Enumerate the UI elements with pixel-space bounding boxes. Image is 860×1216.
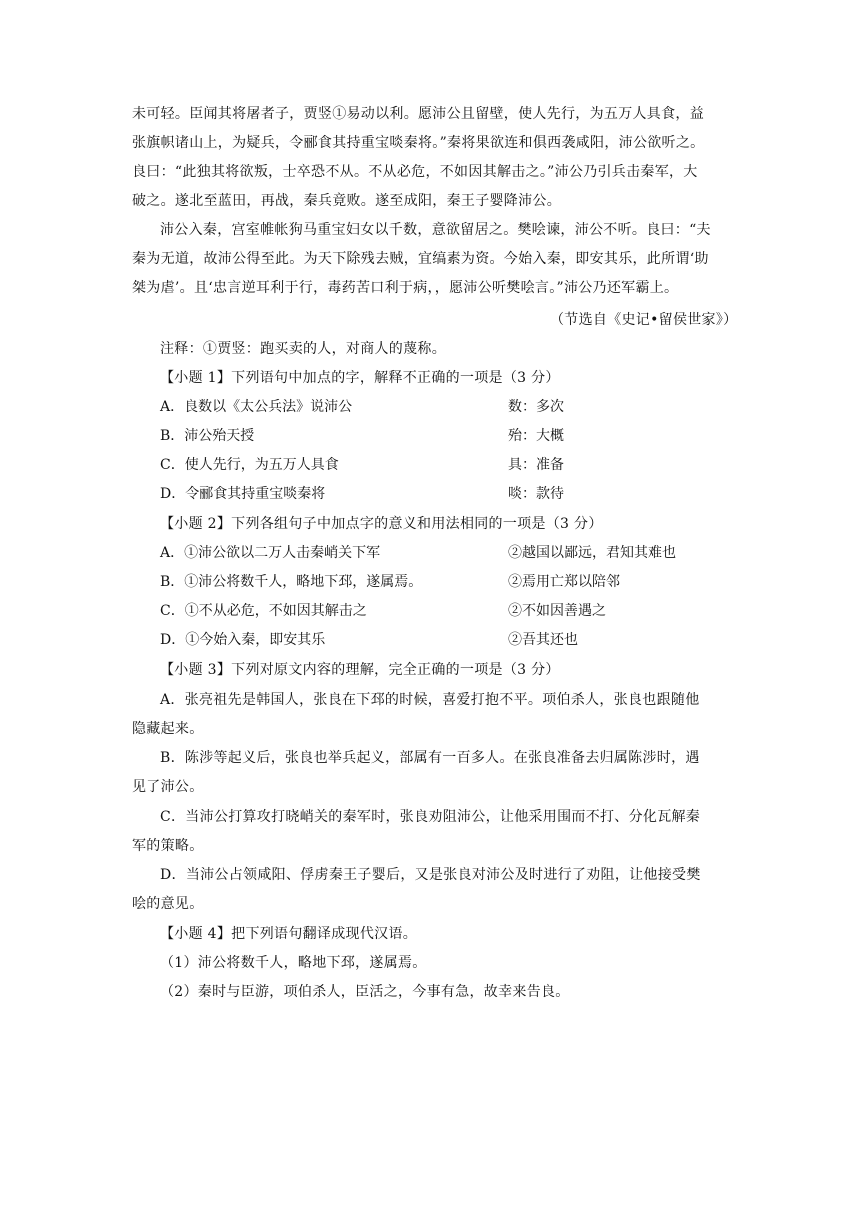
q3-option-c-cont: 军的策略。 [132, 838, 204, 854]
question-4-stem: 【小题 4】把下列语句翻译成现代汉语。 [160, 926, 418, 942]
question-1-stem: 【小题 1】下列语句中加点的字，解释不正确的一项是（3 分） [160, 370, 560, 386]
q1-option-b: B．沛公殆天授 [160, 428, 255, 444]
source-citation: （节选自《史记•留侯世家》） [550, 312, 738, 328]
q1-option-a: A．良数以《太公兵法》说沛公 [160, 399, 353, 415]
passage-line: 沛公入秦，宫室帷帐狗马重宝妇女以千数，意欲留居之。樊哙谏，沛公不听。良曰：“夫 [160, 222, 711, 238]
q1-option-d-gloss: 啖：款待 [508, 486, 564, 502]
question-2-stem: 【小题 2】下列各组句子中加点字的意义和用法相同的一项是（3 分） [160, 516, 603, 532]
passage-line: 桀为虐’。且‘忠言逆耳利于行，毒药苦口利于病，，愿沛公听樊哙言。”沛公乃还军霸上。 [132, 280, 679, 296]
q2-option-a-second: ②越国以鄙远，君知其难也 [508, 545, 676, 561]
q3-option-b: B．陈涉等起义后，张良也举兵起义，部属有一百多人。在张良准备去归属陈涉时，遇 [160, 750, 700, 766]
q3-option-a-cont: 隐藏起来。 [132, 721, 204, 737]
passage-line: 秦为无道，故沛公得至此。为天下除残去贼，宜缟素为资。今始入秦，即安其乐，此所谓‘助 [132, 251, 709, 267]
q2-option-c-first: C．①不从必危，不如因其解击之 [160, 603, 367, 619]
q2-option-d-first: D．①今始入秦，即安其乐 [160, 632, 326, 648]
q1-option-a-gloss: 数：多次 [508, 399, 564, 415]
q3-option-a: A．张亮祖先是韩国人，张良在下邳的时候，喜爱打抱不平。项伯杀人，张良也跟随他 [160, 692, 700, 708]
annotation-note: 注释：①贾竖：跑买卖的人，对商人的蔑称。 [160, 341, 446, 357]
passage-line: 张旗帜诸山上，为疑兵，令郦食其持重宝啖秦将。”秦将果欲连和俱西袭咸阳，沛公欲听之。 [132, 135, 705, 151]
passage-line: 未可轻。臣闻其将屠者子，贾竖①易动以利。愿沛公且留壁，使人先行，为五万人具食，益 [132, 106, 704, 122]
q2-option-b-first: B．①沛公将数千人，略地下邳，遂属焉。 [160, 574, 423, 590]
q4-item-1: （1）沛公将数千人，略地下邳，遂属焉。 [160, 955, 427, 971]
q2-option-b-second: ②焉用亡郑以陪邻 [508, 574, 620, 590]
q2-option-a-first: A．①沛公欲以二万人击秦峭关下军 [160, 545, 381, 561]
q1-option-c: C．使人先行，为五万人具食 [160, 457, 339, 473]
passage-line: 破之。遂北至蓝田，再战，秦兵竟败。遂至成阳，秦王子婴降沛公。 [132, 193, 561, 209]
q1-option-c-gloss: 具：准备 [508, 457, 564, 473]
q3-option-d: D．当沛公占领咸阳、俘虏秦王子婴后，又是张良对沛公及时进行了劝阻，让他接受樊 [160, 867, 701, 883]
q2-option-c-second: ②不如因善遇之 [508, 603, 606, 619]
q3-option-d-cont: 哙的意见。 [132, 896, 204, 912]
q3-option-b-cont: 见了沛公。 [132, 779, 204, 795]
q4-item-2: （2）秦时与臣游，项伯杀人，臣活之，今事有急，故幸来告良。 [160, 984, 570, 1000]
passage-line: 良曰：“此独其将欲叛，士卒恐不从。不从必危，不如因其解击之。”沛公乃引兵击秦军，大 [132, 164, 698, 180]
q3-option-c: C．当沛公打算攻打晓峭关的秦军时，张良劝阻沛公，让他采用围而不打、分化瓦解秦 [160, 809, 701, 825]
q1-option-d: D．令郦食其持重宝啖秦将 [160, 486, 326, 502]
question-3-stem: 【小题 3】下列对原文内容的理解，完全正确的一项是（3 分） [160, 662, 560, 678]
q1-option-b-gloss: 殆：大概 [508, 428, 564, 444]
q2-option-d-second: ②吾其还也 [508, 632, 578, 648]
